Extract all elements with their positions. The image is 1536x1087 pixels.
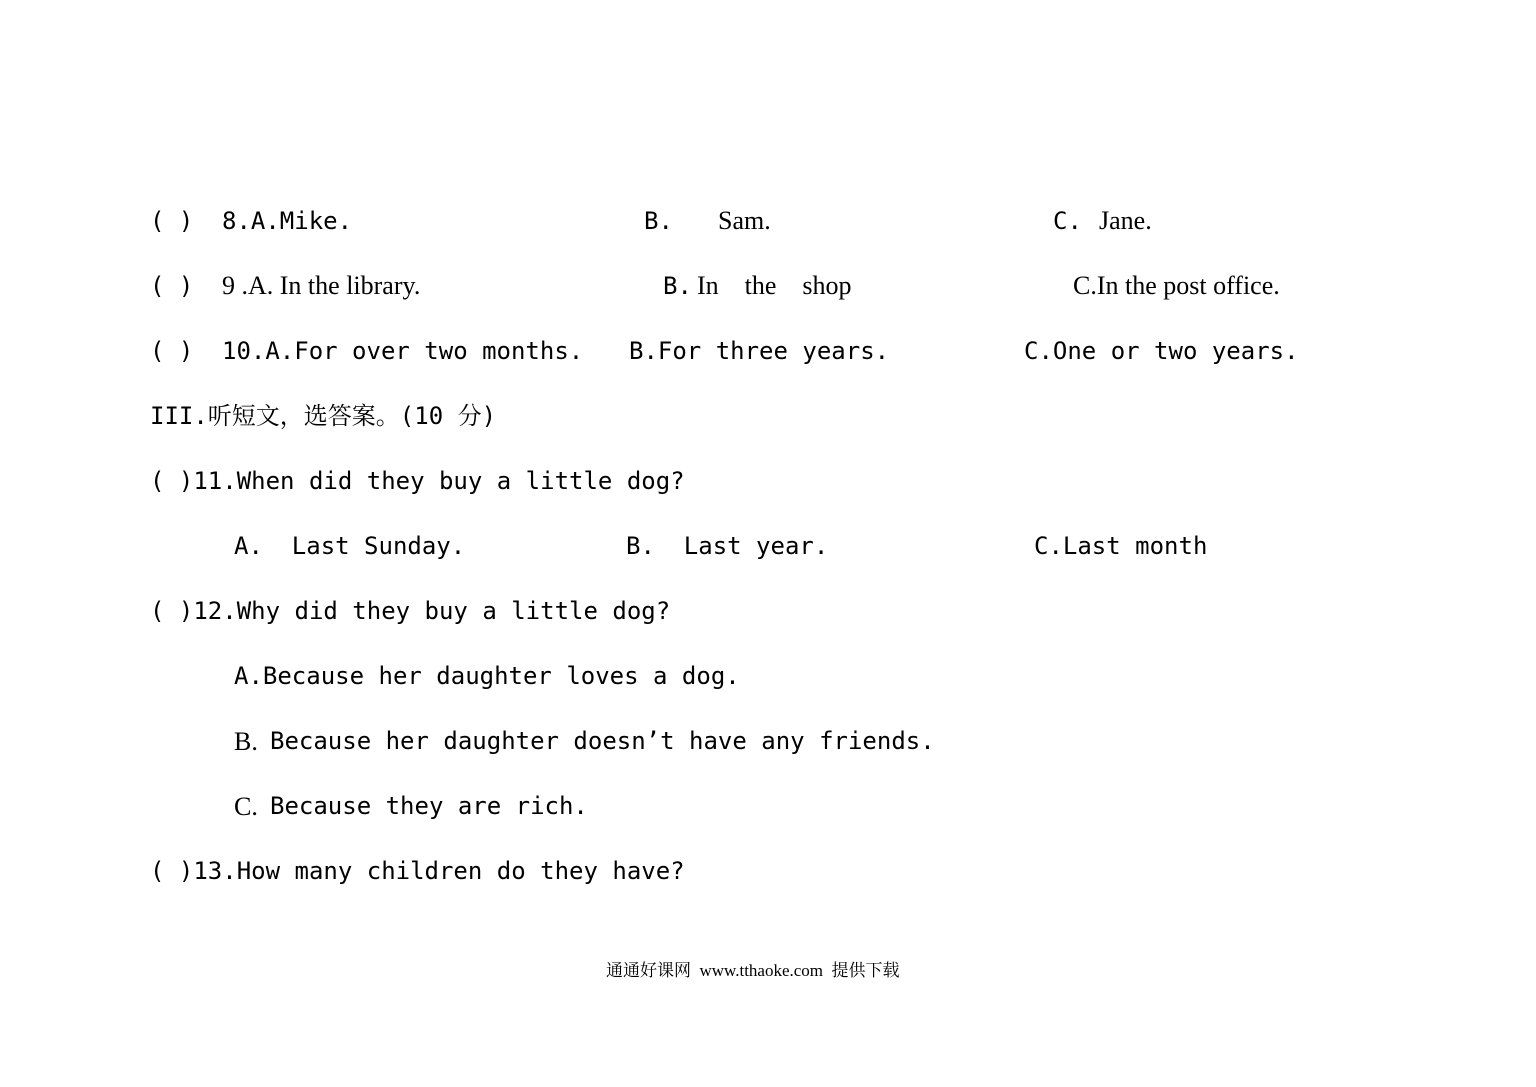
q11-stem: ( )11.When did they buy a little dog? — [150, 467, 685, 495]
q12-option-a: A.Because her daughter loves a dog. — [234, 662, 740, 690]
q10-option-c: C.One or two years. — [1024, 337, 1299, 365]
q11-option-b: B. Last year. — [626, 532, 829, 560]
q9-option-b-letter: B. — [663, 272, 692, 300]
q10-number-option-a: 10.A.For over two months. — [222, 337, 584, 365]
q9-number-option-a: 9 .A. In the library. — [222, 271, 421, 300]
q13-stem: ( )13.How many children do they have? — [150, 857, 685, 885]
answer-paren-q9: ( ) — [150, 272, 194, 300]
q12-option-b-text: Because her daughter doesn’t have any friends. — [270, 727, 935, 755]
q8-option-b-text: Sam. — [718, 206, 771, 235]
q9-option-b-text: In the shop — [697, 271, 852, 300]
answer-paren-q10: ( ) — [150, 337, 194, 365]
q9-option-c-text: C.In the post office. — [1073, 271, 1280, 300]
q8-option-c-text: Jane. — [1099, 206, 1152, 235]
q12-option-b-letter: B. — [234, 727, 258, 756]
footer-download-note: 通通好课网 www.tthaoke.com 提供下载 — [606, 961, 900, 980]
q10-option-b: B.For three years. — [629, 337, 890, 365]
q8-option-b-letter: B. — [644, 207, 673, 235]
section-iii-heading: III.听短文，选答案。(10 分) — [150, 402, 497, 430]
q8-number-option-a: 8.A.Mike. — [222, 207, 353, 235]
q11-option-a: A. Last Sunday. — [234, 532, 466, 560]
q8-option-c-letter: C. — [1053, 207, 1082, 235]
q11-option-c: C.Last month — [1034, 532, 1208, 560]
q12-option-c-text: Because they are rich. — [270, 792, 588, 820]
answer-paren-q8: ( ) — [150, 207, 194, 235]
q12-option-c-letter: C. — [234, 792, 258, 821]
q12-stem: ( )12.Why did they buy a little dog? — [150, 597, 671, 625]
